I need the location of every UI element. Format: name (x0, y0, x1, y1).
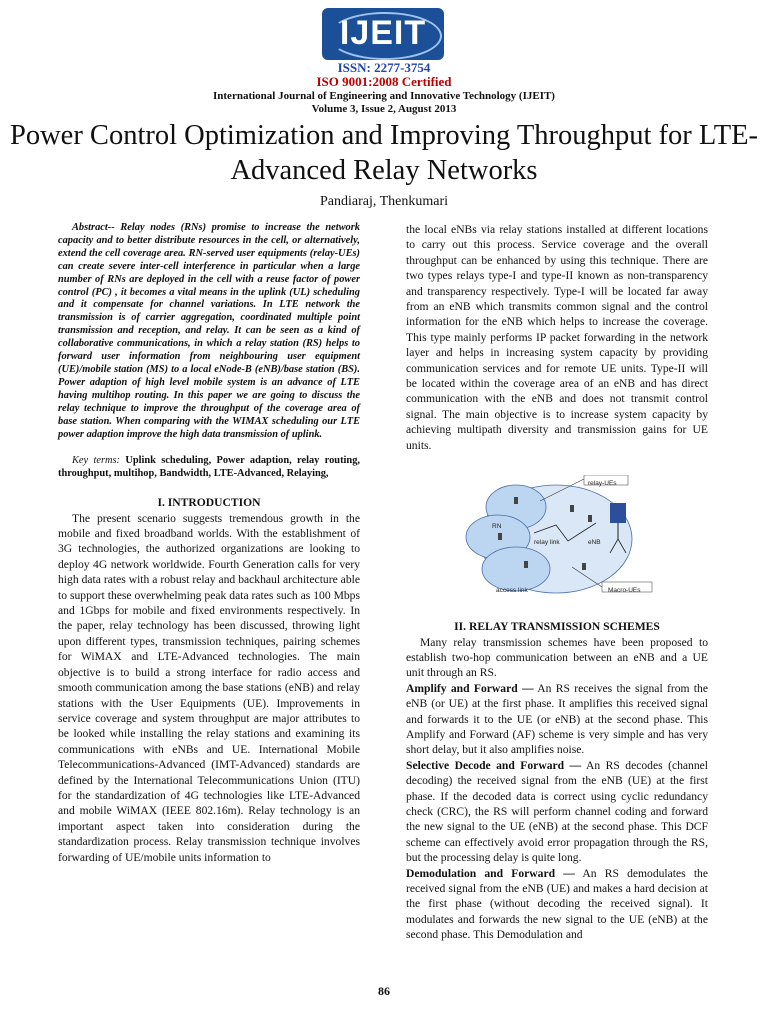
journal-logo (322, 8, 444, 60)
label-access-link: access link (496, 587, 528, 595)
key-terms-label: Key terms: (72, 455, 121, 467)
key-terms-text: Uplink scheduling, Power adaption, relay routing, throughput, multihop, Bandwidth, LTE-Advanced, Relaying, (58, 455, 360, 480)
issn: ISSN: 2277-3754 (337, 60, 431, 75)
relay-schemes-intro: Many relay transmission schemes have been proposed to establish two-hop communication between an eNB and a UE unit through an RS. (406, 635, 708, 680)
introduction-text: The present scenario suggests tremendous growth in the mobile and fixed broadband worlds. With the establishment of 3G technologies, the authorized organizations are looking to deploy 4G network worldwide. Fourth Generation calls for very high data rates with a robust relay and backhaul architecture able to support these overwhelming peak data rates such as 100 Mbps and 1Gbps for mobile and fixed environments respectively. In the paper, relay technology has been discussed, throwing light upon different types, transmission techniques, pairing schemes for WiMAX and LTE-Advanced technologies. The main objective is to build a strong interface for radio access and smooth communication among the base stations (eNB) and relay stations with the User Equipments (UE). Improvements in service coverage and system throughput are major attributes to be looked while installing the relay stations and examining its communications with eNBs and UE. International Mobile Telecommunications-Advanced (IMT-Advanced) standards are defined by the International Telecommunications Union (ITU) for the standardization of 4G technologies like LTE-Advanced and mobile WiMAX (IEEE 802.16m). Relay technology is an important aspect taken into consideration during the standardization process. Relay transmission technique involves forwarding of UE/mobile units information to (58, 511, 360, 864)
label-relay-ues: relay-UEs (588, 480, 617, 488)
label-relay-link: relay link (534, 539, 560, 547)
paper-title: Power Control Optimization and Improving Throughput for LTE-Advanced Relay Networks (9, 120, 759, 186)
iso-certification: ISO 9001:2008 Certified (316, 74, 452, 89)
ue-device (514, 497, 518, 504)
scheme-lead: Amplify and Forward — (406, 681, 534, 695)
journal-volume: Volume 3, Issue 2, August 2013 (311, 103, 457, 115)
scheme-amplify-forward (406, 681, 708, 758)
page-number: 86 (378, 984, 390, 998)
scheme-text: An RS demodulates the received signal from the eNB (UE) and makes a hard decision at the first phase (without decoding the received signal). It modulates and forwards the new signal to the UE (eNB) at the second phase. This Demodulation and (406, 866, 709, 942)
ue-device (582, 563, 586, 570)
relay-types-text: the local eNBs via relay stations installed at different locations to carry out this process. Service coverage and the overall throughput can be enhanced by using this technique. There are two types relays type-I and type-II known as non-transparency and transparency respectively. Type-I will be located far away from an eNB which transmits common signal and the control information for the eNB which helps to increase the coverage. This type mainly performs IP packet forwarding in the network layer and helps in increasing system capacity by providing communication services and for remote UE units. Type-II will be located within the coverage area of an eNB and has direct communication with the eNB and does not transmit control signal. The main objective is to increase system capacity by achieving multipath diversity and transmission gains for UE units. (406, 223, 708, 452)
paper-authors: Pandiaraj, Thenkumari (319, 194, 449, 209)
scheme-lead: Demodulation and Forward — (406, 866, 575, 880)
left-column (58, 222, 360, 865)
label-rn: RN (492, 523, 502, 531)
key-terms (58, 455, 360, 481)
scheme-text: An RS decodes (channel decoding) the received signal from the eNB (UE) at the first phase. If the decoded data is correct using cyclic redundancy check (CRC), the RS will perform channel coding and forward the new signal to the UE (eNB) at the second phase. This DCF scheme can effectively avoid error propagation through the RS, but the processing delay is quite long. (406, 758, 708, 865)
ue-device (524, 561, 528, 568)
scheme-lead: Selective Decode and Forward — (406, 758, 582, 772)
journal-name: International Journal of Engineering and Innovative Technology (IJEIT) (213, 90, 555, 102)
enb-node (610, 503, 626, 523)
abstract: Abstract-- Relay nodes (RNs) promise to increase the network capacity and to better distribute resources in the cell, or alternatively, extend the cell coverage area. RN-served user equipments (relay-UEs) can create severe inter-cell interference in particular when a large number of RNs are deployed in the cell with a reuse factor of power control (PC) , it becomes a vital means in the uplink (UL) scheduling and it compensate for channel variations. In LTE network the transmission is of carrier aggregation, coordinated multiple point transmission and reception, and relay. It can be seen as a kind of collaborative communications, in which a relay station (RS) helps to forward user information from neighbouring user equipment (UE)/mobile station (MS) to a local eNode-B (eNB)/base station (BS). Power adaption of high level mobile system is an advance of LTE having multihop routing. In this paper we are going to discuss the relay technique to improve the throughput of the coverage area of base station. When comparing with the WIMAX scheduling our LTE power adaption improve the high data transmission of uplink. (58, 222, 360, 440)
right-column (406, 222, 708, 943)
scheme-demodulation-forward (406, 866, 708, 943)
label-enb: eNB (588, 539, 601, 547)
section-heading-introduction: I. INTRODUCTION (157, 496, 261, 510)
logo-text: IJEIT (339, 14, 427, 52)
scheme-selective-decode-forward (406, 758, 708, 866)
label-macro-ues: Macro-UEs (608, 587, 641, 595)
ue-device (570, 505, 574, 512)
scheme-text: An RS receives the signal from the eNB (or UE) at the first phase. It amplifies this received signal and forwards it to the UE (or eNB) at the second phase. This Amplify and Forward (AF) scheme is very simple and has very short delay, but it also amplifies noise. (406, 681, 708, 757)
ue-device (588, 515, 592, 522)
section-heading-relay-schemes: II. RELAY TRANSMISSION SCHEMES (454, 620, 660, 634)
relay-network-figure (406, 475, 708, 601)
